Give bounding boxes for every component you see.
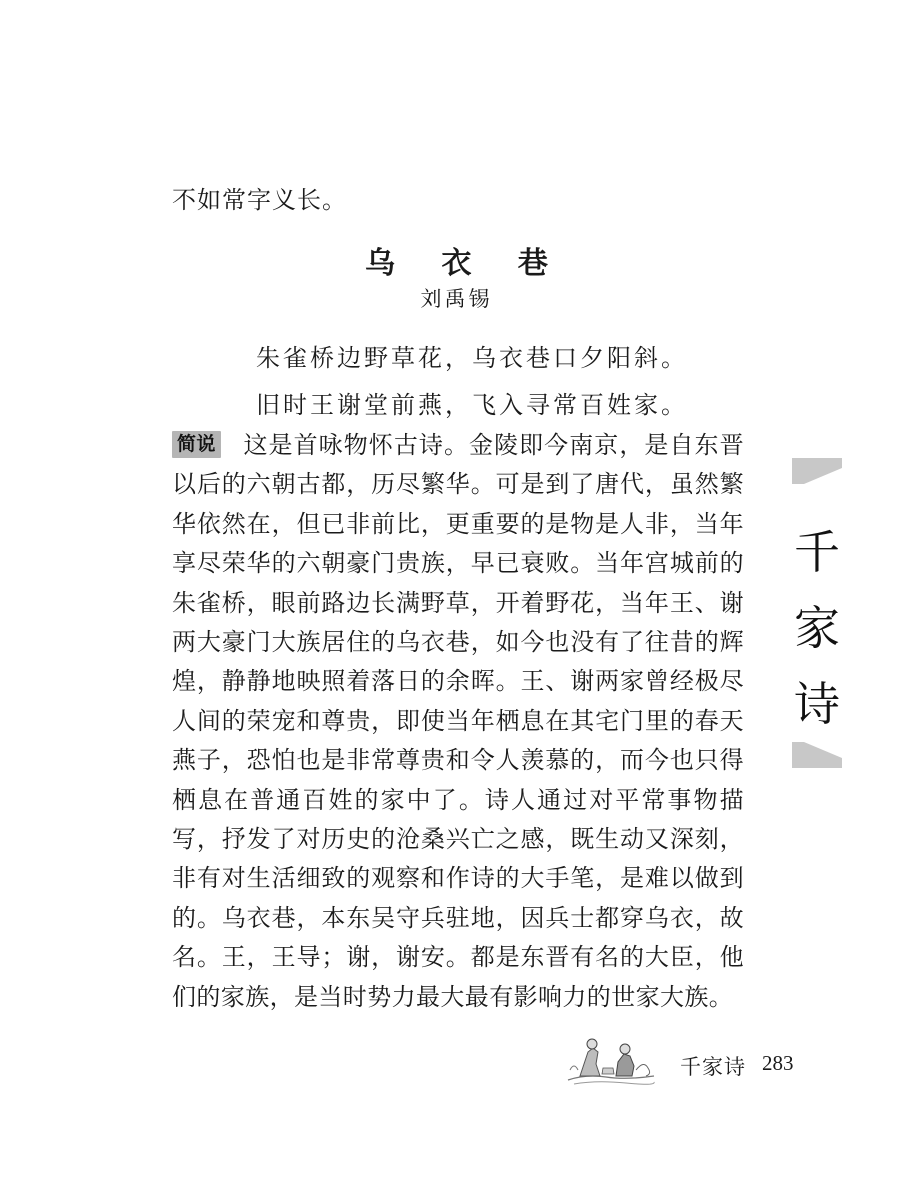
bracket-top-icon — [792, 458, 842, 484]
commentary-paragraph — [172, 426, 744, 1017]
scholars-illustration-icon — [566, 1030, 656, 1086]
poem-line: 朱雀桥边野草花，乌衣巷口夕阳斜。 — [256, 344, 688, 372]
page-number: 283 — [762, 1051, 794, 1075]
bracket-bottom-icon — [792, 742, 842, 768]
side-tab-chars — [792, 514, 842, 742]
side-tab — [792, 458, 842, 768]
commentary-text: 这是首咏物怀古诗。金陵即今南京，是自东晋以后的六朝古都，历尽繁华。可是到了唐代，虽然繁华依然在，但已非前比，更重要的是物是人非，当年享尽荣华的六朝豪门贵族，早已衰败。当年宫城前的朱雀桥，眼前路边长满野草，开着野花，当年王、谢两大豪门大族居住的乌衣巷，如今也没有了往昔的辉煌，静静地映照着落日的余晖。王、谢两家曾经极尽人间的荣宠和尊贵，即使当年栖息在其宅门里的春天燕子，恐怕也是非常尊贵和令人羡慕的，而今也只得栖息在普通百姓的家中了。诗人通过对平常事物描写，抒发了对历史的沧桑兴亡之感，既生动又深刻，非有对生活细致的观察和作诗的大手笔，是难以做到的。乌衣巷，本东吴守兵驻地，因兵士都穿乌衣，故名。王，王导；谢，谢安。都是东晋有名的大臣，他们的家族，是当时势力最大最有影响力的世家大族。 — [172, 431, 744, 1011]
side-tab-char: 家 — [794, 601, 840, 655]
poem-title: 乌 衣 巷 — [365, 246, 566, 281]
poem-line: 旧时王谢堂前燕，飞入寻常百姓家。 — [256, 391, 688, 419]
footer-book-title: 千家诗 — [680, 1055, 746, 1079]
commentary-label: 简说 — [172, 431, 221, 458]
poem-author: 刘禹锡 — [420, 287, 493, 311]
side-tab-char: 千 — [794, 525, 840, 579]
side-tab-char: 诗 — [794, 677, 840, 731]
previous-page-text: 不如常字义长。 — [172, 186, 347, 214]
